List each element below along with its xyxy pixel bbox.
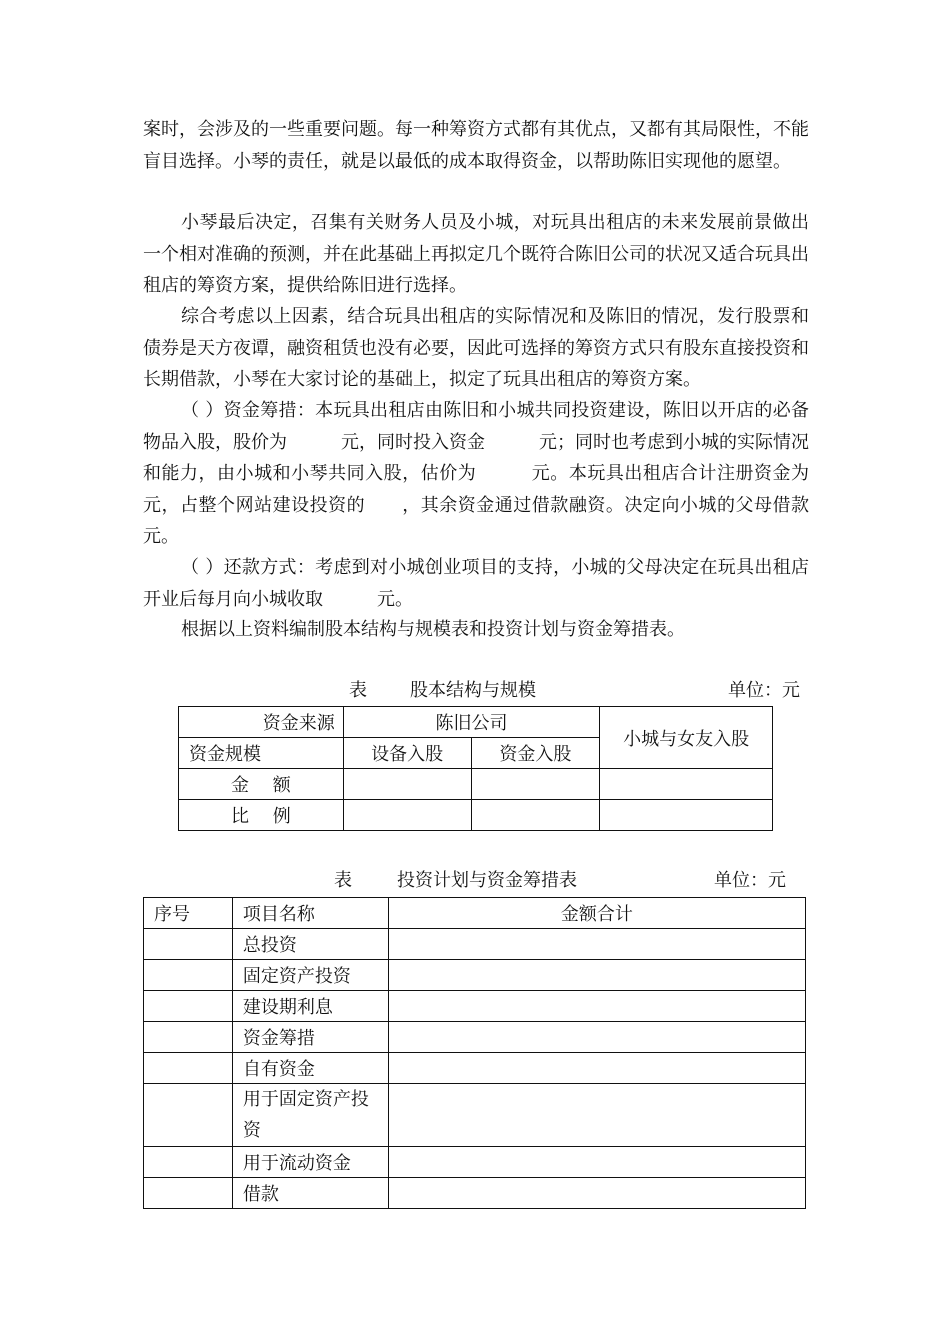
cell-empty [471,800,600,831]
table-row [144,929,806,960]
cell-empty [144,1147,233,1178]
cell-empty [343,769,471,800]
paragraph-intro: 案时，会涉及的一些重要问题。每一种筹资方式都有其优点，又都有其局限性，不能盲目选择。小琴的责任，就是以最低的成本取得资金，以帮助陈旧实现他的愿望。 [143,119,809,172]
cell-empty [144,1178,233,1209]
investment-plan-table [143,897,806,1209]
cell-empty [144,929,233,960]
table1-caption-prefix: 表 [349,680,367,701]
cell-empty [388,1022,805,1053]
table2-unit: 单位：元 [714,870,786,891]
row-amount: 金 额 [179,769,344,800]
table2-caption-prefix: 表 [334,870,352,891]
header-source: 资金来源 [179,707,344,738]
table-row [144,1147,806,1178]
row-ratio: 比 例 [179,800,344,831]
cell-empty [388,929,805,960]
col-name: 项目名称 [232,898,388,929]
cell-empty [388,1147,805,1178]
table-row [144,1178,806,1209]
col-total: 金额合计 [388,898,805,929]
group-chenjiu-company: 陈旧公司 [343,707,600,738]
cell-empty [600,769,773,800]
cell-empty [343,800,471,831]
col-no: 序号 [144,898,233,929]
table1-caption-title: 股本结构与规模 [410,680,536,701]
paragraph-decision: 小琴最后决定，召集有关财务人员及小城，对玩具出租店的未来发展前景做出一个相对准确的预测，并在此基础上再拟定几个既符合陈旧公司的状况又适合玩具出租店的筹资方案，提供给陈旧进行选择。 [143,212,809,296]
item-name: 总投资 [232,929,388,960]
col-xiaocheng: 小城与女友入股 [600,707,773,769]
paragraph-considerations: 综合考虑以上因素，结合玩具出租店的实际情况和及陈旧的情况，发行股票和债券是天方夜谭，融资租赁也没有必要，因此可选择的筹资方式只有股东直接投资和长期借款，小琴在大家讨论的基础上，拟定了玩具出租店的筹资方案。 [143,306,809,390]
equity-structure-table [178,706,773,831]
item-name: 用于流动资金 [232,1147,388,1178]
cell-empty [388,1084,805,1147]
cell-empty [144,1084,233,1147]
header-scale: 资金规模 [179,738,344,769]
item-name: 建设期利息 [232,991,388,1022]
col-equipment: 设备入股 [343,738,471,769]
table-row [144,1022,806,1053]
cell-empty [388,1053,805,1084]
item-name: 用于固定资产投资 [232,1084,388,1147]
cell-empty [471,769,600,800]
paragraph-fund-raising: （ ）资金筹措：本玩具出租店由陈旧和小城共同投资建设，陈旧以开店的必备物品入股，股价为 元，同时投入资金 元；同时也考虑到小城的实际情况和能力，由小城和小琴共同入股，估价为 元。本玩具出租店合计注册资金为 元，占整个网站建设投资的 ，其余资金通过借款融资。决定向小城的父母借款 元。 [143,400,863,547]
col-capital: 资金入股 [471,738,600,769]
table-row [144,991,806,1022]
table-row [144,1053,806,1084]
table2-caption-title: 投资计划与资金筹措表 [397,870,577,891]
cell-empty [388,991,805,1022]
paragraph-repayment: （ ）还款方式：考虑到对小城创业项目的支持，小城的父母决定在玩具出租店开业后每月向小城收取 元。 [143,557,809,610]
item-name: 资金筹措 [232,1022,388,1053]
item-name: 借款 [232,1178,388,1209]
cell-empty [600,800,773,831]
table1-unit: 单位：元 [728,680,800,701]
paragraph-instruction: 根据以上资料编制股本结构与规模表和投资计划与资金筹措表。 [181,619,685,640]
cell-empty [144,1022,233,1053]
cell-empty [144,991,233,1022]
cell-empty [144,1053,233,1084]
cell-empty [388,960,805,991]
item-name: 固定资产投资 [232,960,388,991]
table-row [144,1084,806,1147]
table-row [144,960,806,991]
cell-empty [144,960,233,991]
item-name: 自有资金 [232,1053,388,1084]
cell-empty [388,1178,805,1209]
